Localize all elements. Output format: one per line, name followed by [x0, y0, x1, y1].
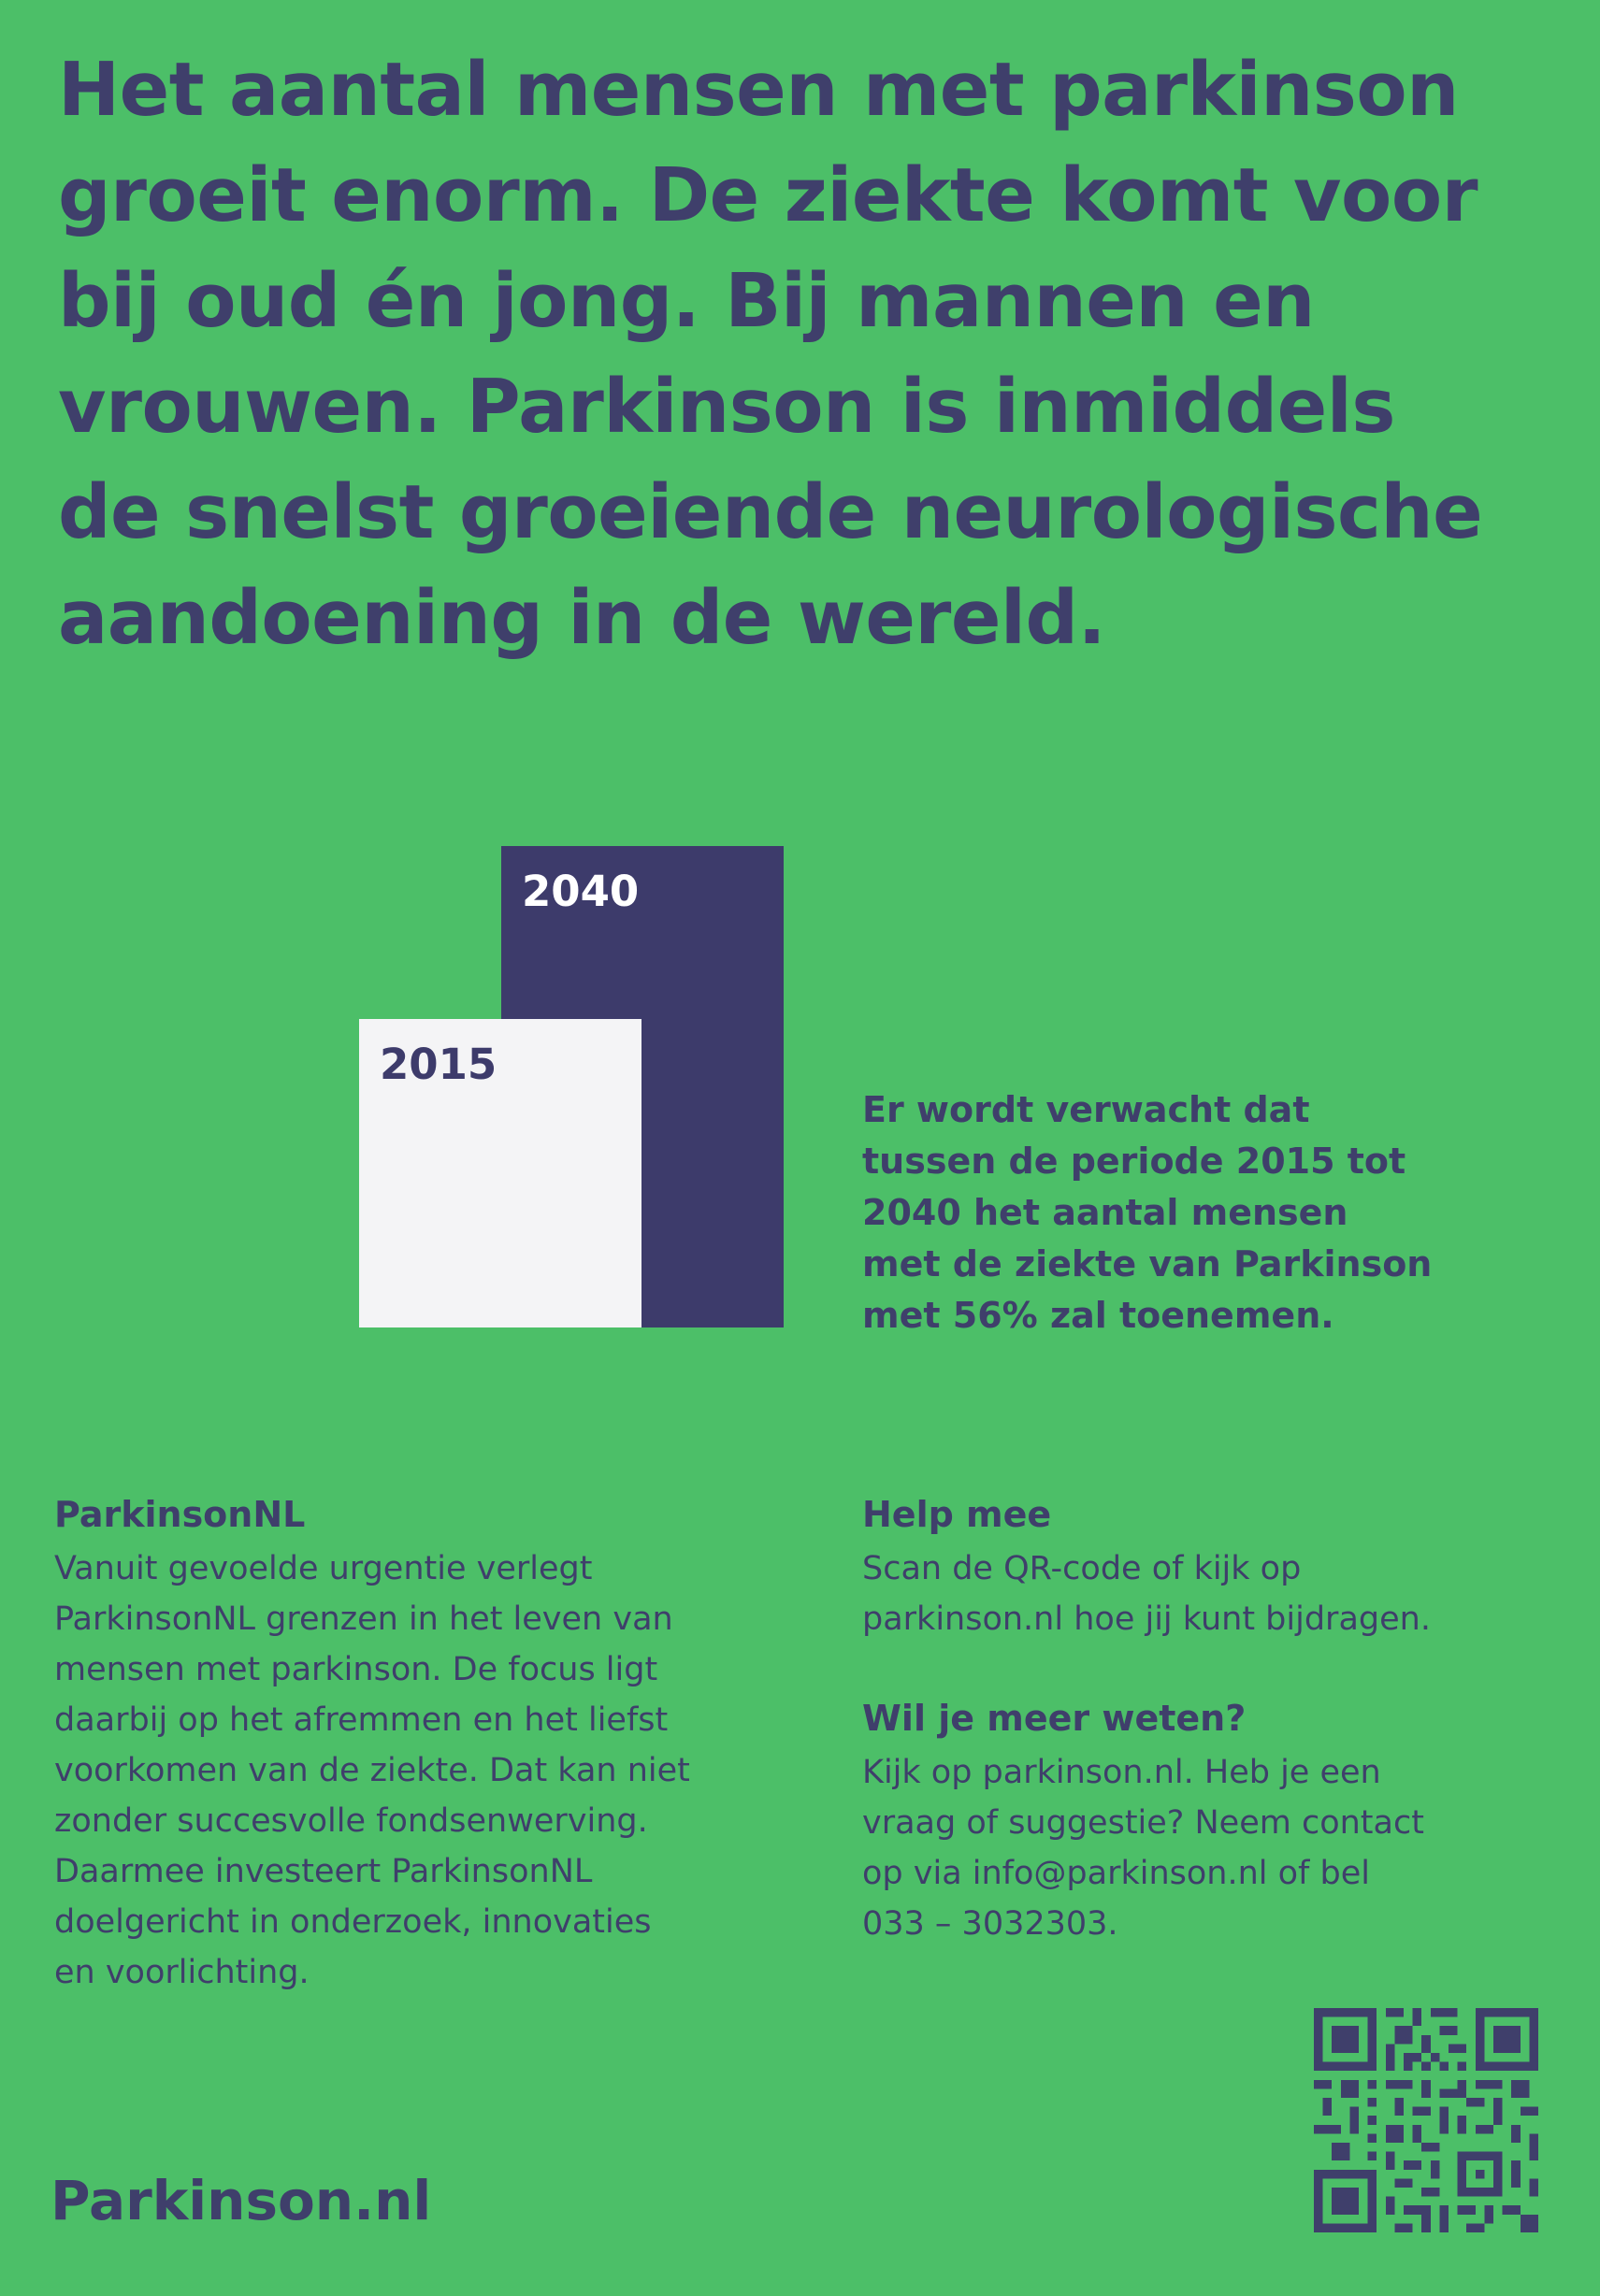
headline-line: aandoening in de wereld.	[58, 575, 1106, 661]
bar-label-2040: 2040	[522, 867, 640, 917]
stat-line: met 56% zal toenemen.	[862, 1295, 1334, 1336]
about-line: daarbij op het afremmen en het liefst	[54, 1701, 669, 1739]
about-line: mensen met parkinson. De focus ligt	[54, 1651, 658, 1688]
about-text	[54, 1543, 690, 1998]
stat-line: tussen de periode 2015 tot	[862, 1141, 1406, 1182]
growth-statement	[862, 1084, 1554, 1342]
help-text	[862, 1543, 1431, 1644]
about-line: en voorlichting.	[54, 1954, 310, 1991]
about-line: voorkomen van de ziekte. Dat kan niet	[54, 1752, 690, 1789]
headline-line: groeit enorm. De ziekte komt voor	[58, 152, 1478, 238]
more-info-line: 033 – 3032303.	[862, 1905, 1118, 1943]
about-line: Vanuit gevoelde urgentie verlegt	[54, 1550, 593, 1587]
about-line: ParkinsonNL grenzen in het leven van	[54, 1600, 673, 1638]
more-info-text	[862, 1747, 1424, 1949]
about-line: Daarmee investeert ParkinsonNL	[54, 1853, 593, 1890]
help-title: Help mee	[862, 1494, 1052, 1535]
qr-code-icon[interactable]	[1314, 2008, 1538, 2232]
help-line: parkinson.nl hoe jij kunt bijdragen.	[862, 1600, 1431, 1638]
headline-line: bij oud én jong. Bij mannen en	[58, 258, 1315, 344]
more-info-line: Kijk op parkinson.nl. Heb je een	[862, 1754, 1381, 1791]
about-line: doelgericht in onderzoek, innovaties	[54, 1903, 652, 1941]
headline	[58, 37, 1554, 671]
more-info-title: Wil je meer weten?	[862, 1698, 1247, 1739]
more-info-line: op via info@parkinson.nl of bel	[862, 1855, 1370, 1892]
stat-line: Er wordt verwacht dat	[862, 1089, 1310, 1130]
stat-line: 2040 het aantal mensen	[862, 1192, 1348, 1233]
headline-line: de snelst groeiende neurologische	[58, 469, 1483, 555]
bar-label-2015: 2015	[380, 1040, 497, 1089]
stat-line: met de ziekte van Parkinson	[862, 1243, 1433, 1284]
headline-line: Het aantal mensen met parkinson	[58, 47, 1459, 133]
headline-line: vrouwen. Parkinson is inmiddels	[58, 364, 1395, 450]
more-info-line: vraag of suggestie? Neem contact	[862, 1804, 1424, 1842]
footer-site-link[interactable]: Parkinson.nl	[50, 2169, 432, 2232]
about-line: zonder succesvolle fondsenwerving.	[54, 1802, 648, 1840]
about-title: ParkinsonNL	[54, 1494, 306, 1535]
help-line: Scan de QR-code of kijk op	[862, 1550, 1302, 1587]
bar-2015	[359, 1019, 641, 1327]
